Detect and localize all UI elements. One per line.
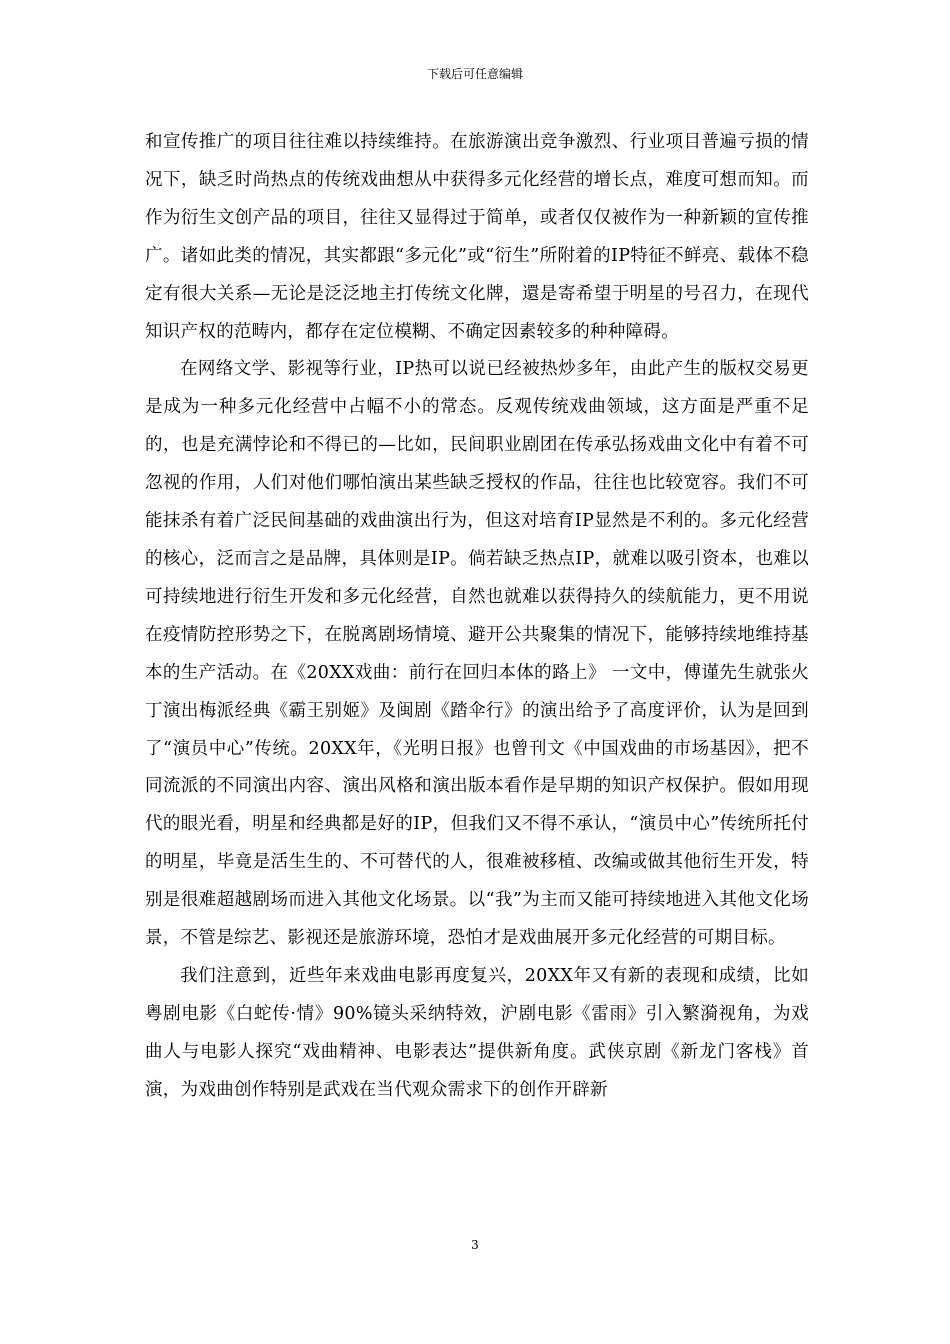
- paragraph-ip-discussion: 在网络文学、影视等行业，IP热可以说已经被热炒多年，由此产生的版权交易更是成为一种多元化经营中占幅不小的常态。反观传统戏曲领域，这方面是严重不足的，也是充满悖论和不得已的—比如，民间职业剧团在传承弘扬戏曲文化中有着不可忽视的作用，人们对他们哪怕演出某些缺乏授权的作品，往往也比较宽容。我们不可能抹杀有着广泛民间基础的戏曲演出行为，但这对培育IP显然是不利的。多元化经营的核心，泛而言之是品牌，具体则是IP。倘若缺乏热点IP，就难以吸引资本，也难以可持续地进行衍生开发和多元化经营，自然也就难以获得持久的续航能力，更不用说在疫情防控形势之下，在脱离剧场情境、避开公共聚集的情况下，能够持续地维持基本的生产活动。在《20XX戏曲：前行在回归本体的路上》 一文中，傅谨先生就张火丁演出梅派经典《霸王别姬》及闽剧《踏伞行》的演出给予了高度评价，认为是回到了“演员中心”传统。20XX年，《光明日报》也曾刊文《中国戏曲的市场基因》，把不同流派的不同演出内容、演出风格和演出版本看作是早期的知识产权保护。假如用现代的眼光看，明星和经典都是好的IP，但我们又不得不承认，“演员中心”传统所托付的明星，毕竟是活生生的、不可替代的人，很难被移植、改编或做其他衍生开发，特别是很难超越剧场而进入其他文化场景。以“我”为主而又能可持续地进入其他文化场景，不管是综艺、影视还是旅游环境，恐怕才是戏曲展开多元化经营的可期目标。: [145, 359, 809, 949]
- paragraph-opera-film: 我们注意到，近些年来戏曲电影再度复兴，20XX年又有新的表现和成绩，比如粤剧电影《白蛇传·情》90%镜头采纳特效，沪剧电影《雷雨》引入繁漪视角，为戏曲人与电影人探究“戏曲精神、电影表达”提供新角度。武侠京剧《新龙门客栈》首演，为戏曲创作特别是武戏在当代观众需求下的创作开辟新: [145, 965, 809, 1100]
- paragraph-continued: 和宣传推广的项目往往难以持续维持。在旅游演出竞争激烈、行业项目普遍亏损的情况下，缺乏时尚热点的传统戏曲想从中获得多元化经营的增长点，难度可想而知。而作为衍生文创产品的项目，往往又显得过于简单，或者仅仅被作为一种新颖的宣传推广。诸如此类的情况，其实都跟“多元化”或“衍生”所附着的IP特征不鲜亮、载体不稳定有很大关系—无论是泛泛地主打传统文化牌，還是寄希望于明星的号召力，在现代知识产权的范畴内，都存在定位模糊、不确定因素较多的种种障碍。: [145, 132, 809, 342]
- page-number: 3: [471, 1238, 479, 1252]
- page-header: 下载后可任意编辑: [426, 67, 523, 81]
- document-body: [145, 124, 809, 1110]
